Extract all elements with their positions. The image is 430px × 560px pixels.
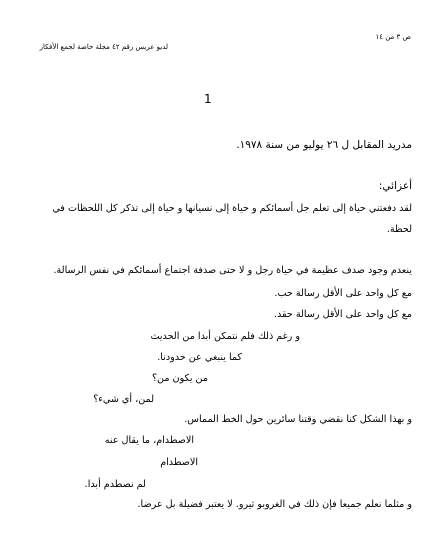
paragraph-1-line-2: لحظة. (386, 224, 412, 235)
verse-line-h: لم نصطدم أبدا. (84, 479, 146, 490)
paragraph-2-line-2: مع كل واحد على الأقل رسالة حب. (274, 288, 412, 299)
verse-line-b: كما ينبغي عن حدودنا. (157, 352, 242, 363)
verse-line-a: و رغم ذلك فلم نتمكن أبدا من الحديث (150, 331, 300, 342)
page-number: 1 (204, 92, 212, 106)
verse-line-d: لمن، أي شيء؟ (93, 394, 154, 405)
verse-line-i: و مثلما نعلم جميعا فإن ذلك في الغروبو ثيرو. لا يعتبر فضيلة بل عرضا. (137, 499, 412, 510)
date-line: مدريد المقابل ل ٢٦ يوليو من سنة ١٩٧٨. (236, 139, 412, 151)
verse-line-g: الاصطدام (160, 457, 198, 468)
paragraph-2-line-1: ينعدم وجود صدف عظيمة في حياة رجل و لا حتى صدفة اجتماع أسمائكم في نفس الرسالة. (53, 265, 412, 276)
paragraph-2-line-3: مع كل واحد على الأقل رسالة حقد. (273, 309, 412, 320)
verse-line-f: الاصطدام، ما يقال عنه (104, 435, 194, 446)
verse-line-e: و بهذا الشكل كنا نقضي وقتنا سائرين حول الخط المماس. (184, 414, 412, 425)
paragraph-1-line-1: لقد دفعتني حياة إلى تعلم جل أسمائكم و حياة إلى نسيانها و حياة إلى تذكر كل اللحظات في (52, 203, 412, 214)
header-subtitle: لديو عريس رقم ٤٢ مجلة خاصة لجمع الأفكار (39, 43, 168, 51)
page-reference: ص ٣ من ١٤ (375, 33, 411, 41)
salutation: أعزائي: (378, 180, 412, 192)
verse-line-c: من يكون من؟ (151, 373, 208, 384)
